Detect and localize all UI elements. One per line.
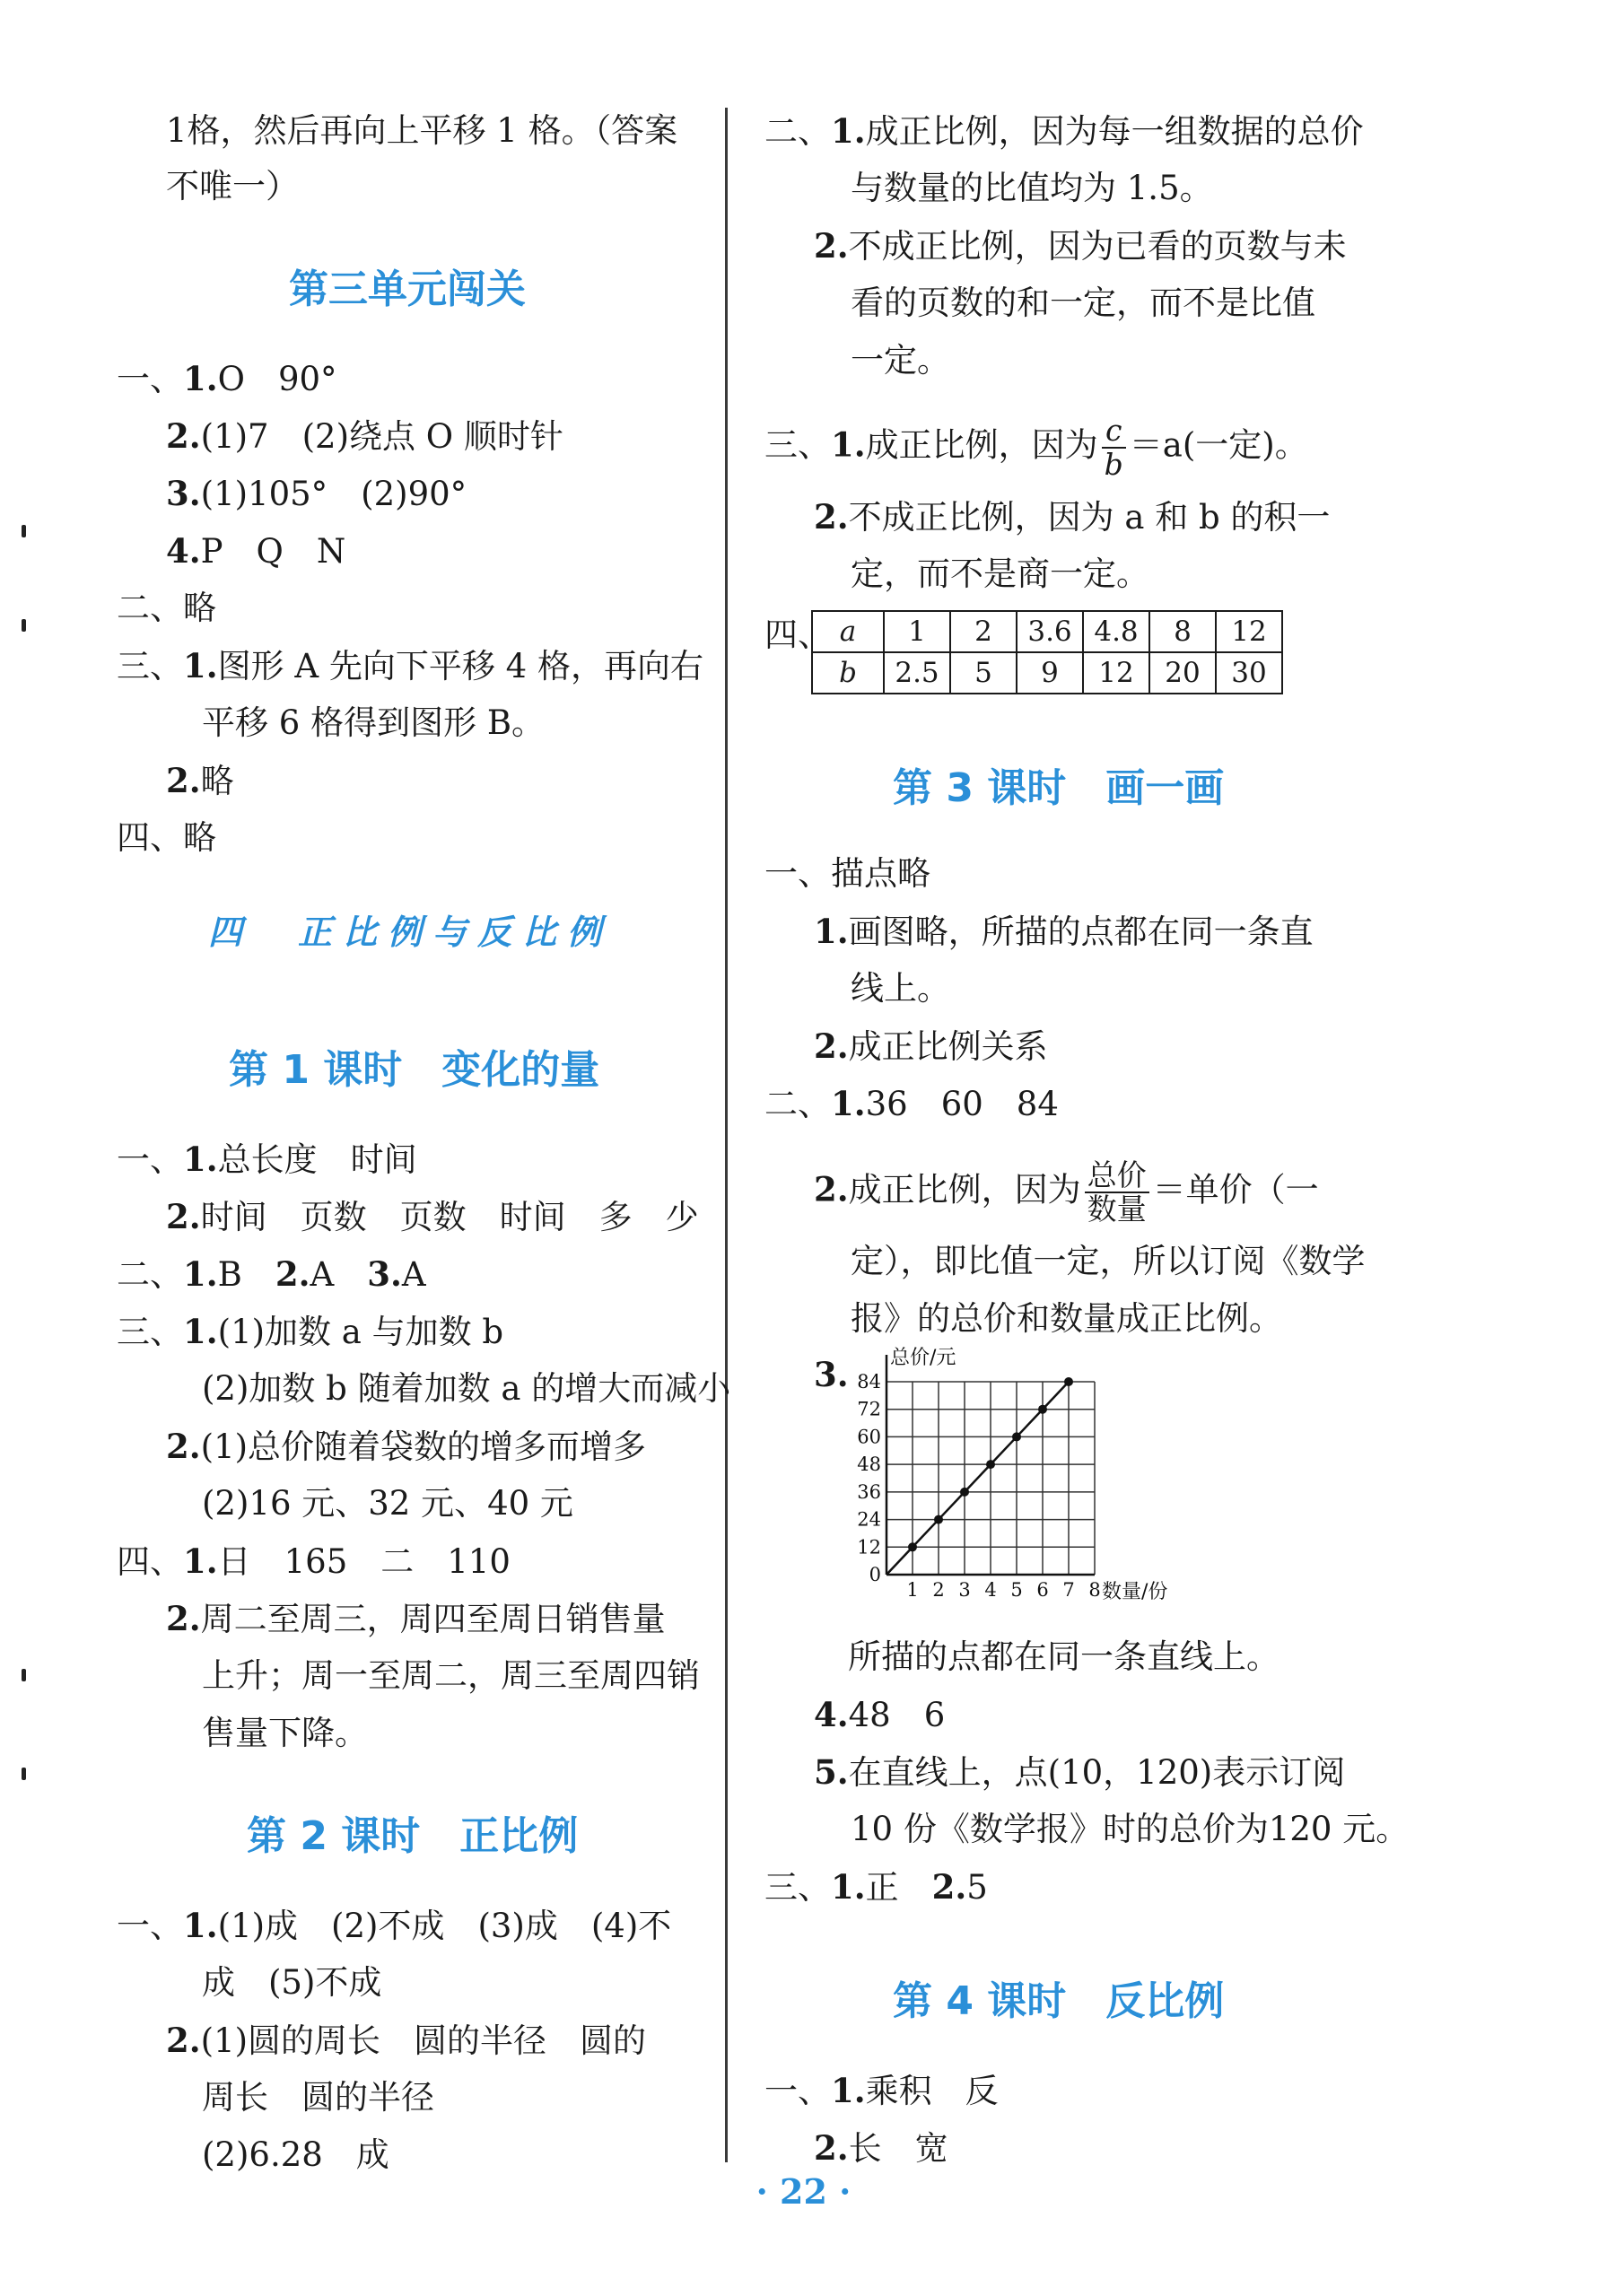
answer-item [166,529,345,573]
x-tick-label: 5 [1010,1579,1023,1601]
answer-item [117,1253,426,1296]
item-number: 1. [183,1541,218,1581]
item-number: 3. [166,474,201,513]
y-axis-label: 总价/元 [890,1347,956,1369]
part-number: 三、 [764,425,831,465]
item-number: 1. [183,646,218,685]
origin-label: 0 [869,1564,881,1585]
item-number: 2. [166,1197,201,1236]
answer-item [814,2126,948,2170]
y-tick-label: 36 [857,1480,881,1503]
part-number: 三、 [117,647,183,685]
answer-item [764,415,1308,481]
table-cell: 2.5 [884,652,950,694]
table-cell: 12 [1083,652,1149,694]
answer-item [814,1693,945,1737]
price-quantity-chart [843,1346,1220,1606]
answer-line: 1格，然后再向上平移 1 格。（答案 [166,111,678,150]
data-point [934,1515,943,1524]
answer-line: (2)16 元、32 元、40 元 [202,1484,573,1523]
answer-item [764,1082,1059,1126]
answer-item [764,2069,999,2113]
table-cell: 9 [1017,652,1083,694]
item-number: 2. [166,2021,201,2060]
lesson-heading: 第 3 课时 画一画 [893,765,1225,811]
x-tick-label: 8 [1088,1579,1101,1601]
item-number: 1. [183,1906,218,1945]
data-point [960,1488,969,1497]
answer-item [814,1025,1048,1069]
data-point [1038,1405,1047,1414]
page-number: · 22 · [755,2171,852,2212]
answer-line: (2)加数 b 随着加数 a 的增大而减小 [202,1369,731,1408]
answer-text: ＝a(一定)。 [1129,425,1308,465]
scan-mark [22,525,26,537]
answer-text: B [217,1255,242,1294]
item-number: 1. [183,1254,218,1294]
answer-item: 四、略 [117,818,216,857]
item-number: 1. [183,1312,218,1351]
answer-line: 定），即比值一定，所以订阅《数学 [851,1242,1366,1280]
answer-text: A [310,1255,335,1294]
scan-mark [22,619,26,632]
table-cell: 1 [884,611,950,652]
answer-text: 36 60 84 [865,1085,1059,1123]
answer-text: 乘积 反 [865,2072,999,2110]
y-tick-label: 12 [857,1536,881,1558]
item-number: 2. [814,1169,849,1209]
part-number: 二、 [764,112,831,151]
answer-item: 二、略 [117,589,216,627]
answer-text: 48 6 [848,1696,946,1734]
answer-text: 画图略，所描的点都在同一条直 [848,912,1314,951]
answer-item [814,224,1347,268]
table-cell: b [812,652,884,694]
item-number: 1. [183,359,218,398]
lesson-heading: 第 2 课时 正比例 [247,1813,579,1859]
fraction-numerator: c [1102,415,1126,449]
answer-line: (2)6.28 成 [202,2135,389,2174]
answer-text: 成正比例，因为 [865,425,1098,465]
scan-mark [22,1669,26,1681]
item-number: 4. [166,531,201,571]
part-number: 四、 [764,615,831,654]
fraction [1102,415,1126,481]
item-number: 3. [367,1254,402,1294]
column-divider [725,108,728,2162]
answer-item [117,357,337,401]
answer-item [166,472,467,516]
x-axis-label: 数量/份 [1102,1581,1168,1603]
answer-item [166,1425,646,1469]
part-number: 一、 [117,360,183,398]
answer-item: 一、描点略 [764,854,930,893]
answer-item [814,910,1314,954]
answer-text: 日 165 二 110 [217,1542,511,1581]
answer-item [814,1750,1345,1794]
table-row [812,611,1282,652]
answer-line: 成 (5)不成 [202,1963,382,2002]
answer-item [166,415,563,458]
answer-item [166,1195,699,1239]
answer-text: (1)成 (2)不成 (3)成 (4)不 [217,1907,672,1945]
item-number: 4. [814,1695,849,1734]
table-cell: a [812,611,884,652]
table-cell: 8 [1149,611,1216,652]
answer-text: 正 [865,1868,899,1907]
table-cell: 5 [950,652,1017,694]
item-number: 1. [831,2071,866,2110]
answer-line: 10 份《数学报》时的总价为120 元。 [851,1810,1410,1848]
table-cell: 20 [1149,652,1216,694]
answer-text: 成正比例关系 [848,1027,1048,1066]
x-tick-label: 4 [984,1579,997,1601]
answer-item [764,1865,988,1909]
item-number: 1. [814,912,849,951]
answer-item [814,495,1330,539]
item-number: 3. [814,1355,849,1394]
table-cell: 3.6 [1017,611,1083,652]
item-number: 1. [831,1084,866,1123]
answer-text: 时间 页数 页数 时间 多 少 [200,1198,699,1236]
section-heading: 第三单元闯关 [289,266,526,312]
item-number: 5. [814,1752,849,1792]
answer-item [166,1597,666,1641]
answer-item [117,1310,503,1354]
fraction [1085,1159,1149,1226]
answer-line: 不唯一） [166,167,299,205]
item-number: 2. [275,1254,310,1294]
part-number: 三、 [117,1313,183,1351]
answer-item [117,1904,671,1948]
answer-text: 5 [966,1868,988,1907]
answer-text: 总长度 时间 [217,1140,417,1179]
answer-text: 在直线上，点(10，120)表示订阅 [848,1753,1346,1792]
y-tick-label: 60 [857,1426,881,1448]
answer-line: 周长 圆的半径 [202,2078,434,2117]
fraction-denominator: 数量 [1087,1192,1147,1227]
y-tick-label: 48 [857,1454,881,1476]
lesson-heading: 第 4 课时 反比例 [893,1978,1225,2024]
table-row [812,652,1282,694]
ab-table [811,610,1283,694]
answer-line: 上升；周一至周二，周三至周四销 [202,1656,700,1695]
x-tick-label: 1 [906,1579,919,1601]
answer-text: (1)105° (2)90° [200,475,467,513]
answer-text: A [401,1255,426,1294]
fraction-numerator: 总价 [1085,1159,1149,1193]
part-number: 一、 [117,1907,183,1945]
answer-text: (1)圆的周长 圆的半径 圆的 [200,2021,647,2060]
x-tick-label: 2 [932,1579,945,1601]
item-number: 2. [814,226,849,266]
fraction-denominator: b [1104,447,1123,482]
answer-text: 成正比例，因为 [848,1170,1081,1209]
table-cell: 4.8 [1083,611,1149,652]
item-number: 2. [814,1026,849,1066]
answer-line: 平移 6 格得到图形 B。 [202,703,546,742]
part-number: 二、 [117,1255,183,1294]
answer-text: 图形 A 先向下平移 4 格，再向右 [217,647,703,685]
answer-text: 长 宽 [848,2129,948,2168]
x-tick-label: 6 [1036,1579,1049,1601]
table-cell: 2 [950,611,1017,652]
item-number: 2. [166,761,201,800]
part-number: 一、 [117,1140,183,1179]
data-point [1012,1432,1021,1441]
data-point [1064,1377,1073,1386]
answer-text: 成正比例，因为每一组数据的总价 [865,112,1364,151]
table-cell: 12 [1216,611,1282,652]
answer-line: 所描的点都在同一条直线上。 [848,1637,1279,1676]
answer-text: 不成正比例，因为已看的页数与未 [848,227,1347,266]
answer-line: 定，而不是商一定。 [851,554,1149,593]
answer-item [814,1159,1319,1226]
unit-heading: 四 正比例与反比例 [208,912,613,952]
part-number: 一、 [764,2072,831,2110]
answer-text: (1)加数 a 与加数 b [217,1313,504,1351]
part-number: 三、 [764,1868,831,1907]
data-point [908,1542,917,1551]
item-number: 2. [814,2128,849,2168]
y-tick-label: 84 [857,1371,881,1392]
part-number: 二、 [764,1085,831,1123]
item-number: 2. [166,1427,201,1466]
answer-item [166,2019,646,2063]
item-number: 2. [931,1867,967,1907]
item-number: 2. [166,416,201,456]
answer-text: P Q N [200,532,346,571]
lesson-heading: 第 1 课时 变化的量 [229,1047,600,1093]
answer-item [166,759,234,803]
y-tick-label: 72 [857,1398,881,1420]
item-number: 1. [183,1139,218,1179]
scan-mark [22,1768,26,1780]
data-point [986,1460,995,1469]
y-tick-label: 24 [857,1508,881,1531]
answer-item [764,109,1364,153]
answer-text: 不成正比例，因为 a 和 b 的积一 [848,498,1331,537]
answer-line: 看的页数的和一定，而不是比值 [851,284,1315,322]
answer-text: O 90° [217,360,337,398]
answer-line: 与数量的比值均为 1.5。 [851,169,1213,207]
answer-line: 一定。 [851,341,950,380]
item-number: 1. [831,424,866,465]
item-number: 2. [814,497,849,537]
answer-line: 报》的总价和数量成正比例。 [851,1299,1282,1338]
x-tick-label: 3 [958,1579,971,1601]
answer-line: 线上。 [851,969,950,1008]
answer-text: (1)7 (2)绕点 O 顺时针 [200,417,563,456]
x-tick-label: 7 [1062,1579,1075,1601]
answer-text: ＝单价（一 [1152,1170,1319,1209]
answer-text: (1)总价随着袋数的增多而增多 [200,1427,647,1466]
answer-line: 售量下降。 [202,1714,368,1752]
answer-text: 略 [200,762,234,800]
item-number: 2. [166,1599,201,1638]
item-number: 1. [831,1867,866,1907]
answer-text: 周二至周三，周四至周日销售量 [200,1600,666,1638]
answer-item [117,1540,511,1584]
table-cell: 30 [1216,652,1282,694]
part-number: 四、 [117,1542,183,1581]
answer-item [117,1138,417,1182]
item-number: 1. [831,111,866,151]
answer-item [117,644,703,688]
